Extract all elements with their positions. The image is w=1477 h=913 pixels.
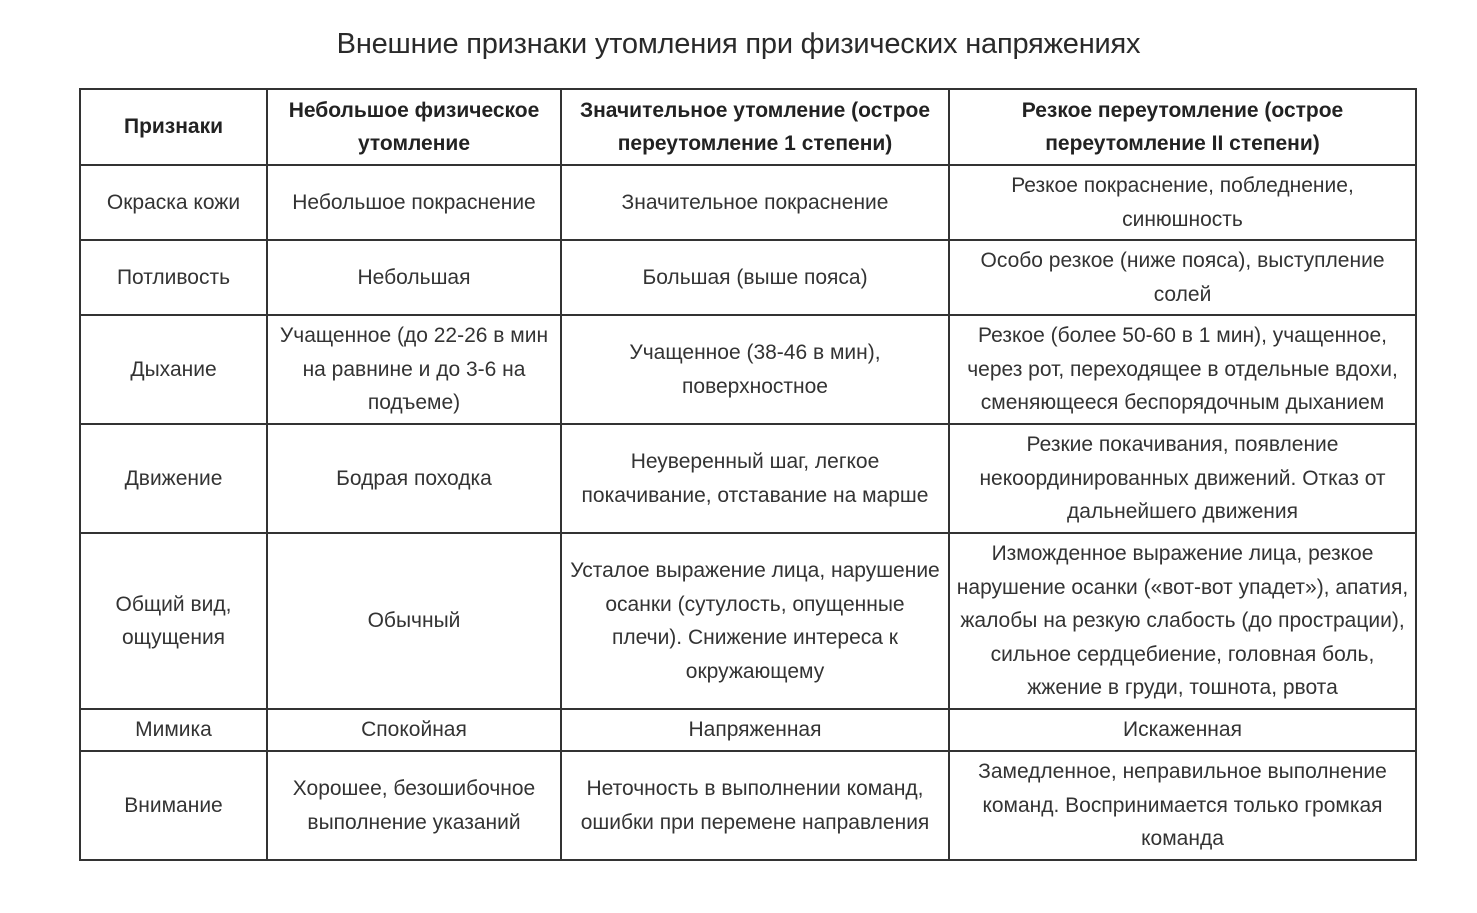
- cell-sign: Окраска кожи: [80, 165, 267, 240]
- cell-severe: Искаженная: [949, 709, 1416, 751]
- header-significant-fatigue: Значительное утомление (острое переутомление 1 степени): [561, 89, 949, 165]
- cell-light: Обычный: [267, 533, 561, 709]
- table-row: [80, 165, 1416, 240]
- cell-sign: Общий вид, ощущения: [80, 533, 267, 709]
- cell-light: Учащенное (до 22-26 в мин на равнине и до 3-6 на подъеме): [267, 315, 561, 424]
- table-row: [80, 709, 1416, 751]
- table-row: [80, 751, 1416, 860]
- cell-severe: Резкие покачивания, появление некоординированных движений. Отказ от дальнейшего движения: [949, 424, 1416, 533]
- cell-severe: Резкое покраснение, побледнение, синюшность: [949, 165, 1416, 240]
- cell-significant: Большая (выше пояса): [561, 240, 949, 315]
- cell-significant: Значительное покраснение: [561, 165, 949, 240]
- cell-light: Небольшое покраснение: [267, 165, 561, 240]
- cell-significant: Неточность в выполнении команд, ошибки при перемене направления: [561, 751, 949, 860]
- cell-significant: Усталое выражение лица, нарушение осанки (сутулость, опущенные плечи). Снижение интереса к окружающему: [561, 533, 949, 709]
- cell-severe: Замедленное, неправильное выполнение команд. Воспринимается только громкая команда: [949, 751, 1416, 860]
- header-light-fatigue: Небольшое физическое утомление: [267, 89, 561, 165]
- cell-sign: Потливость: [80, 240, 267, 315]
- table-row: [80, 424, 1416, 533]
- cell-significant: Неуверенный шаг, легкое покачивание, отставание на марше: [561, 424, 949, 533]
- table-row: [80, 315, 1416, 424]
- cell-sign: Внимание: [80, 751, 267, 860]
- header-severe-fatigue: Резкое переутомление (острое переутомление II степени): [949, 89, 1416, 165]
- cell-significant: Учащенное (38-46 в мин), поверхностное: [561, 315, 949, 424]
- cell-severe: Особо резкое (ниже пояса), выступление солей: [949, 240, 1416, 315]
- cell-severe: Резкое (более 50-60 в 1 мин), учащенное, через рот, переходящее в отдельные вдохи, сменяющееся беспорядочным дыханием: [949, 315, 1416, 424]
- fatigue-signs-table: [79, 88, 1417, 861]
- page-title: Внешние признаки утомления при физических напряжениях: [336, 28, 1141, 60]
- table-row: [80, 533, 1416, 709]
- table-header-row: [80, 89, 1416, 165]
- cell-severe: Изможденное выражение лица, резкое нарушение осанки («вот-вот упадет»), апатия, жалобы на резкую слабость (до прострации), сильное сердцебиение, головная боль, жжение в груди, тошнота, рвота: [949, 533, 1416, 709]
- cell-sign: Дыхание: [80, 315, 267, 424]
- cell-significant: Напряженная: [561, 709, 949, 751]
- cell-light: Спокойная: [267, 709, 561, 751]
- cell-light: Хорошее, безошибочное выполнение указаний: [267, 751, 561, 860]
- cell-light: Небольшая: [267, 240, 561, 315]
- cell-sign: Мимика: [80, 709, 267, 751]
- cell-sign: Движение: [80, 424, 267, 533]
- header-signs: Признаки: [80, 89, 267, 165]
- table-row: [80, 240, 1416, 315]
- cell-light: Бодрая походка: [267, 424, 561, 533]
